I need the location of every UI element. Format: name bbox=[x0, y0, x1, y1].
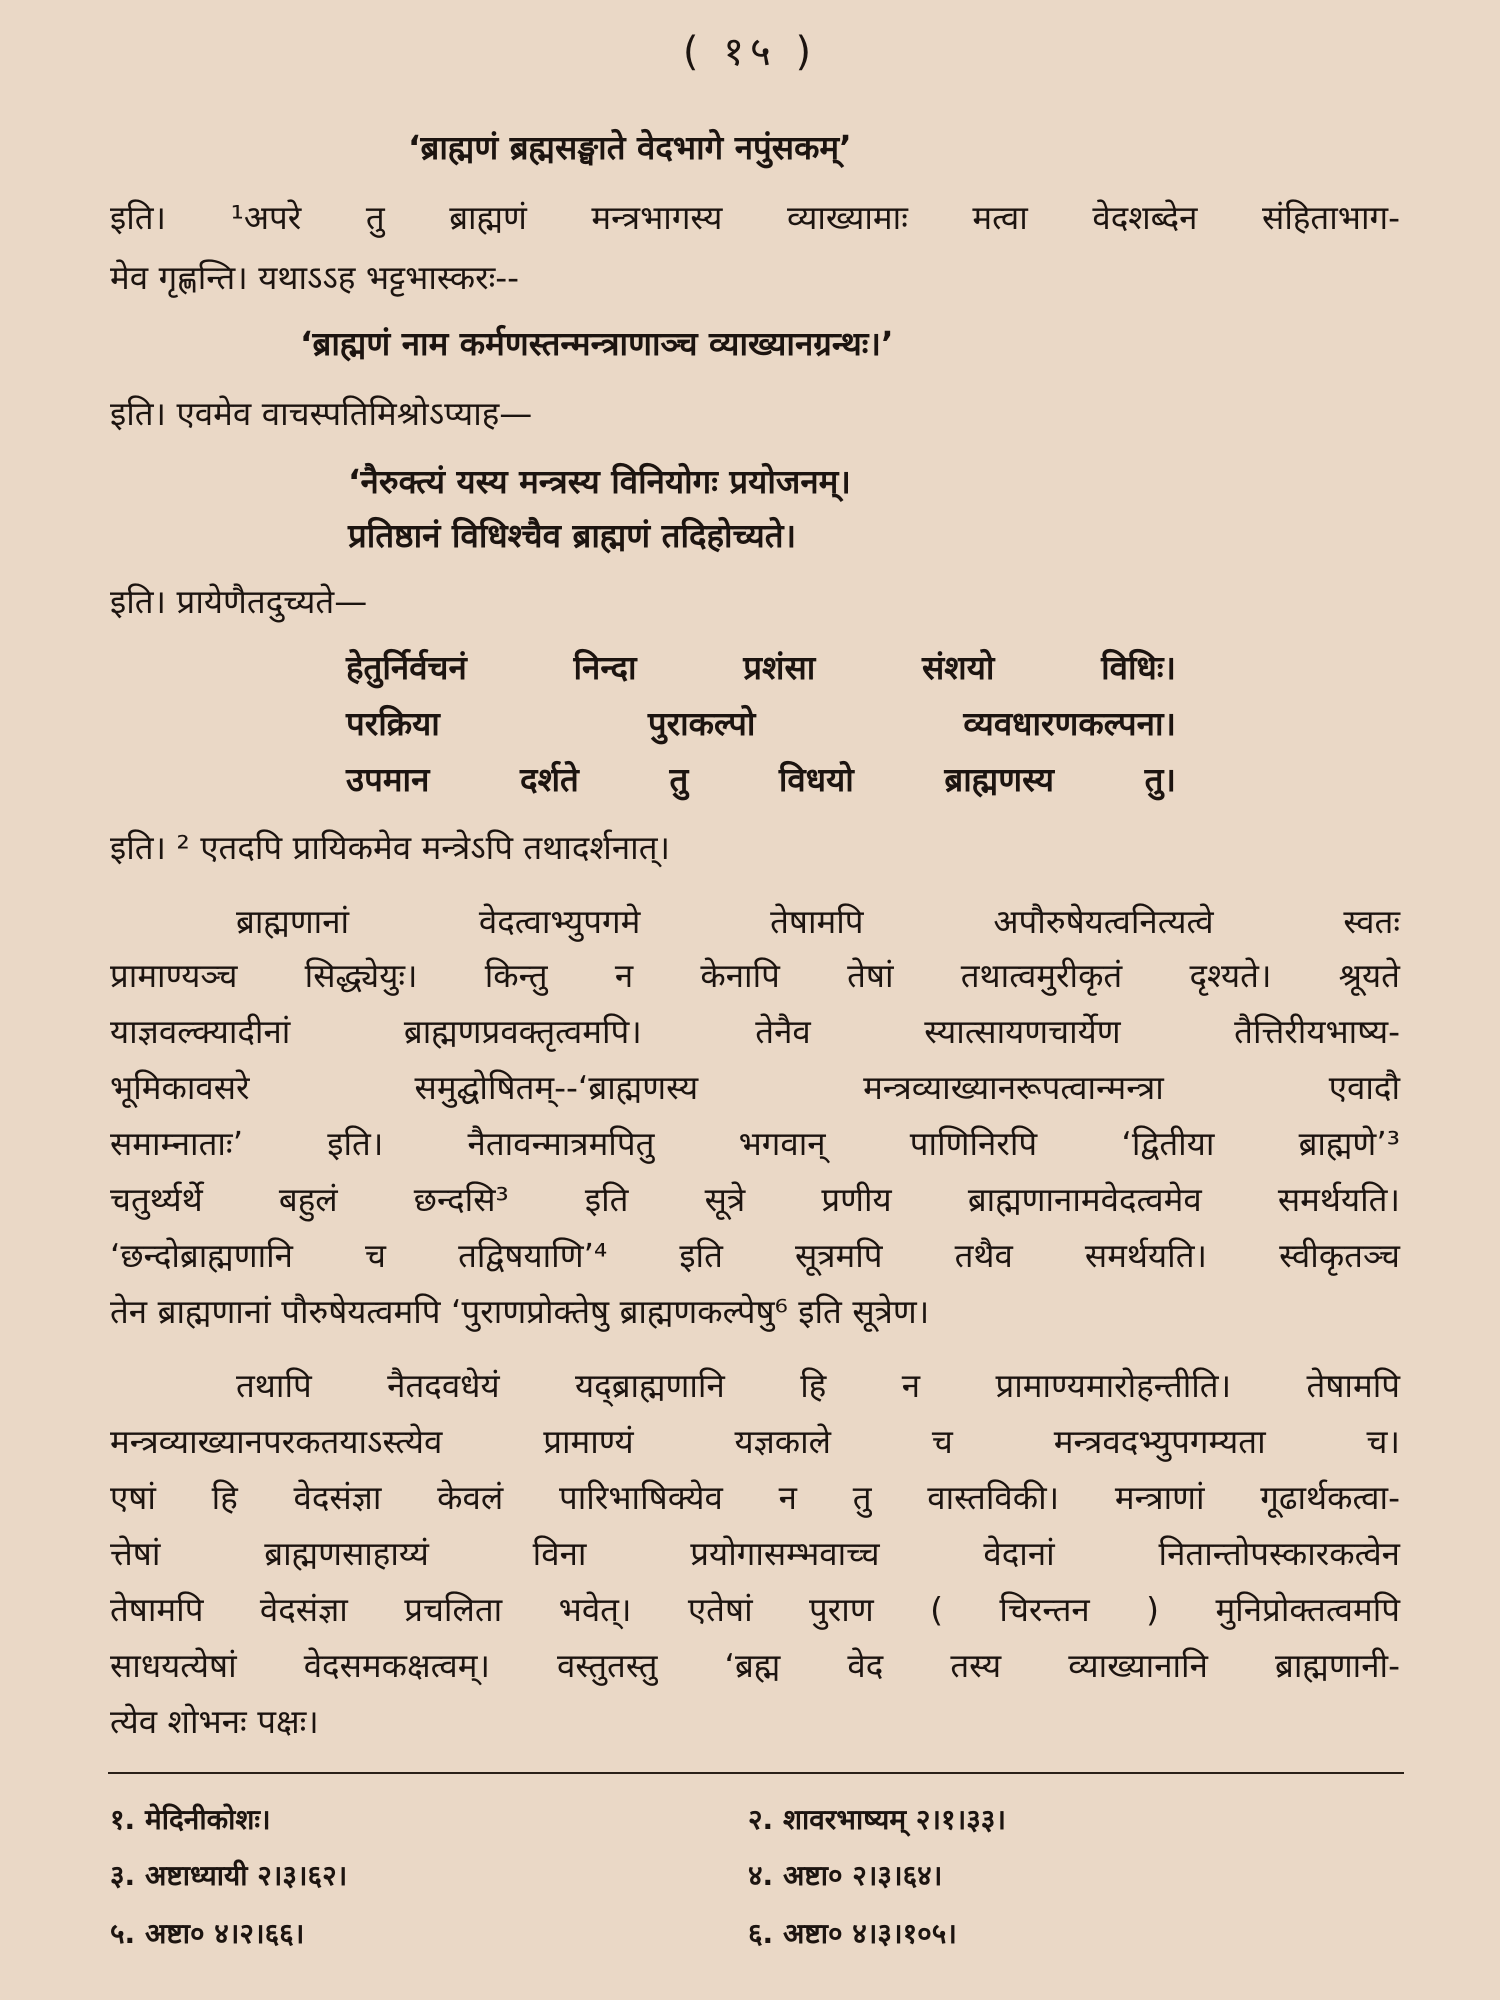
footnote-2: २. शावरभाष्यम् २।१।३३। bbox=[748, 1803, 1006, 1836]
footnote-1: १. मेदिनीकोशः। bbox=[110, 1803, 271, 1836]
quote-line: ‘ब्राह्मणं नाम कर्मणस्तन्मन्त्राणाञ्च व्याख्यानग्रन्थः।’ bbox=[300, 324, 894, 363]
paragraph-line: एषां हि वेदसंज्ञा केवलं पारिभाषिक्येव न तु वास्तविकी। मन्त्राणां गूढार्थकत्वा- bbox=[110, 1478, 1400, 1517]
verse-line: प्रतिष्ठानं विधिश्चैव ब्राह्मणं तदिहोच्यते। bbox=[348, 516, 797, 555]
paragraph-line: चतुर्थ्यर्थे बहुलं छन्दसि³ इति सूत्रे प्रणीय ब्राह्मणानामवेदत्वमेव समर्थयति। bbox=[110, 1180, 1400, 1219]
paragraph-line: इति। ¹अपरे तु ब्राह्मणं मन्त्रभागस्य व्याख्यामाः मत्वा वेदशब्देन संहिताभाग- bbox=[110, 198, 1400, 237]
paragraph-line: इति। प्रायेणैतदुच्यते— bbox=[110, 582, 368, 621]
verse-line: उपमान दर्शते तु विधयो ब्राह्मणस्य तु। bbox=[346, 760, 1176, 799]
footnote-4: ४. अष्टा० २।३।६४। bbox=[748, 1859, 943, 1892]
paragraph-line: मेव गृह्णन्ति। यथाऽऽह भट्टभास्करः-- bbox=[110, 258, 520, 297]
footnote-5: ५. अष्टा० ४।२।६६। bbox=[110, 1917, 305, 1950]
paragraph-line: साधयत्येषां वेदसमकक्षत्वम्। वस्तुतस्तु ‘ब्रह्म वेद तस्य व्याख्यानानि ब्राह्मणानी- bbox=[110, 1646, 1400, 1685]
paragraph-line: इति। ² एतदपि प्रायिकमेव मन्त्रेऽपि तथादर्शनात्। bbox=[110, 828, 671, 867]
footnote-divider bbox=[108, 1772, 1404, 1774]
paragraph-line: तथापि नैतदवधेयं यद्ब्राह्मणानि हि न प्रामाण्यमारोहन्तीति। तेषामपि bbox=[236, 1366, 1400, 1405]
paragraph-line: प्रामाण्यञ्च सिद्ध्येयुः। किन्तु न केनापि तेषां तथात्वमुरीकृतं दृश्यते। श्रूयते bbox=[110, 956, 1400, 995]
verse-line: हेतुर्निर्वचनं निन्दा प्रशंसा संशयो विधिः। bbox=[346, 648, 1176, 687]
page-number: ( १५ ) bbox=[682, 29, 818, 75]
paragraph-line: याज्ञवल्क्यादीनां ब्राह्मणप्रवक्तृत्वमपि। तेनैव स्यात्सायणचार्येण तैत्तिरीयभाष्य- bbox=[110, 1012, 1400, 1051]
verse-heading: ‘ब्राह्मणं ब्रह्मसङ्घाते वेदभागे नपुंसकम्’ bbox=[408, 128, 852, 167]
verse-line: ‘नैरुक्त्यं यस्य मन्त्रस्य विनियोगः प्रयोजनम्। bbox=[348, 462, 851, 501]
verse-line: परक्रिया पुराकल्पो व्यवधारणकल्पना। bbox=[346, 704, 1176, 743]
paragraph-line: त्तेषां ब्राह्मणसाहाय्यं विना प्रयोगासम्भवाच्च वेदानां नितान्तोपस्कारकत्वेन bbox=[110, 1534, 1400, 1573]
paragraph-line: भूमिकावसरे समुद्घोषितम्--‘ब्राह्मणस्य मन्त्रव्याख्यानरूपत्वान्मन्त्रा एवादौ bbox=[110, 1068, 1400, 1107]
paragraph-line: ‘छन्दोब्राह्मणानि च तद्विषयाणि’⁴ इति सूत्रमपि तथैव समर्थयति। स्वीकृतञ्च bbox=[110, 1236, 1400, 1275]
footnote-3: ३. अष्टाध्यायी २।३।६२। bbox=[110, 1859, 348, 1892]
paragraph-line: समाम्नाताः’ इति। नैतावन्मात्रमपितु भगवान् पाणिनिरपि ‘द्वितीया ब्राह्मणे’³ bbox=[110, 1124, 1400, 1163]
paragraph-line: मन्त्रव्याख्यानपरकतयाऽस्त्येव प्रामाण्यं यज्ञकाले च मन्त्रवदभ्युपगम्यता च। bbox=[110, 1422, 1400, 1461]
paragraph-line: तेन ब्राह्मणानां पौरुषेयत्वमपि ‘पुराणप्रोक्तेषु ब्राह्मणकल्पेषु⁶ इति सूत्रेण। bbox=[110, 1292, 930, 1331]
footnote-6: ६. अष्टा० ४।३।१०५। bbox=[748, 1917, 957, 1950]
paragraph-line: तेषामपि वेदसंज्ञा प्रचलिता भवेत्। एतेषां पुराण ( चिरन्तन ) मुनिप्रोक्तत्वमपि bbox=[110, 1590, 1400, 1629]
paragraph-line: ब्राह्मणानां वेदत्वाभ्युपगमे तेषामपि अपौरुषेयत्वनित्यत्वे स्वतः bbox=[236, 902, 1400, 941]
paragraph-line: त्येव शोभनः पक्षः। bbox=[110, 1702, 319, 1741]
paragraph-line: इति। एवमेव वाचस्पतिमिश्रोऽप्याह— bbox=[110, 394, 533, 433]
